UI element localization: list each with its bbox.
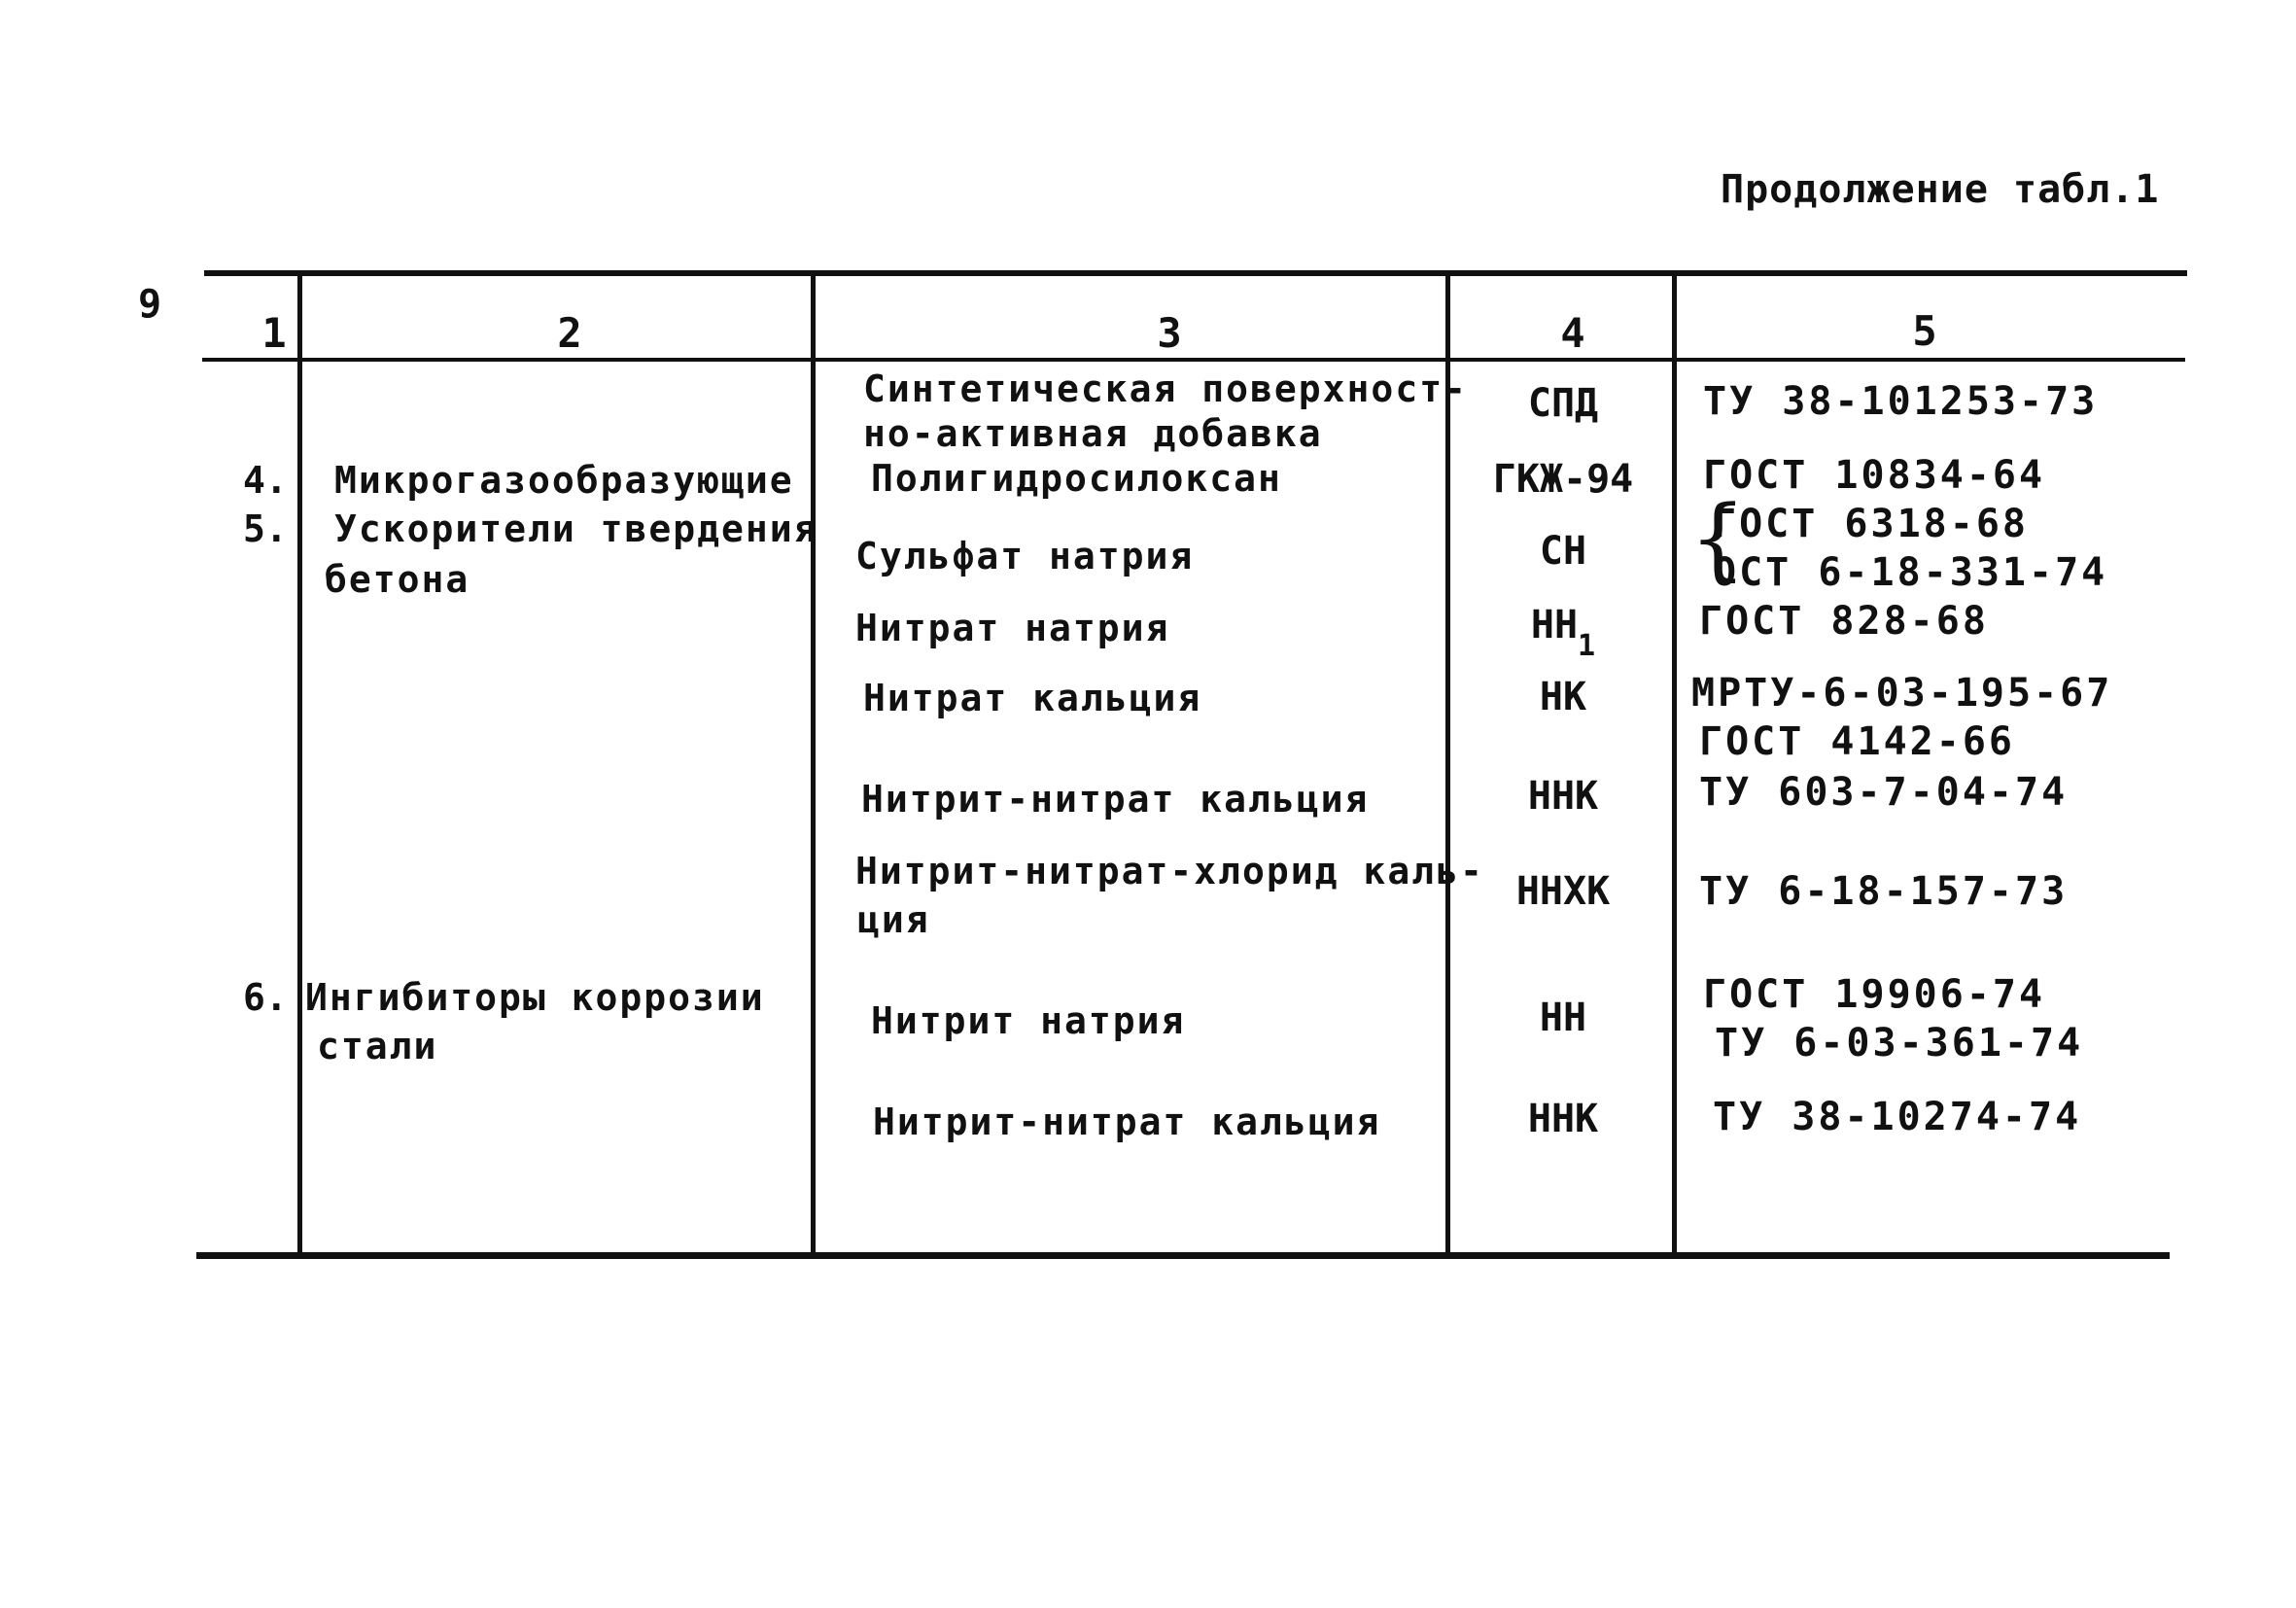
- cell-standard: ТУ 38-10274-74: [1713, 1095, 2082, 1139]
- cell-name: Нитрит-нитрат кальция: [873, 1101, 1381, 1143]
- table-top-rule: [204, 270, 2187, 276]
- cell-standard: ГОСТ 19906-74: [1703, 972, 2046, 1017]
- row-number: 6.: [243, 976, 288, 1019]
- header-col-3: 3: [1157, 309, 1182, 357]
- cell-name: Нитрит-нитрат-хлорид каль-: [855, 850, 1484, 892]
- page-number: 9: [138, 282, 162, 327]
- cell-standard: ТУ 6-18-157-73: [1699, 869, 2069, 914]
- column-divider-3: [1445, 272, 1450, 1256]
- cell-code: ННК: [1527, 774, 1599, 819]
- cell-standard: ТУ 38-101253-73: [1703, 379, 2099, 424]
- cell-name: Сульфат натрия: [855, 535, 1195, 577]
- cell-name: Нитрат кальция: [863, 677, 1202, 719]
- column-divider-2: [811, 272, 816, 1256]
- header-col-2: 2: [557, 309, 582, 357]
- cell-group: Ингибиторы коррозии: [305, 976, 765, 1019]
- table-continuation-caption: Продолжение табл.1: [1721, 167, 2160, 212]
- cell-name: но-активная добавка: [863, 412, 1323, 455]
- cell-standard: ГОСТ 828-68: [1699, 599, 1989, 644]
- cell-name: Нитрат натрия: [855, 607, 1170, 649]
- cell-name: Нитрит натрия: [871, 999, 1186, 1042]
- cell-standard: ТУ 6-03-361-74: [1715, 1021, 2084, 1066]
- cell-group: бетона: [325, 558, 470, 601]
- cell-code: СПД: [1527, 381, 1599, 426]
- row-number: 5.: [243, 507, 288, 550]
- table-bottom-rule: [196, 1252, 2170, 1259]
- code-subscript: 1: [1578, 629, 1596, 663]
- row-number: 4.: [243, 459, 288, 502]
- column-divider-4: [1672, 272, 1677, 1256]
- cell-code: СН: [1539, 529, 1587, 574]
- cell-name: Нитрит-нитрат кальция: [861, 778, 1370, 821]
- header-col-5: 5: [1912, 307, 1937, 355]
- column-divider-1: [297, 272, 302, 1256]
- brace-icon: {: [1689, 486, 1747, 590]
- cell-standard: МРТУ-6-03-195-67: [1691, 671, 2113, 716]
- header-col-4: 4: [1560, 309, 1585, 357]
- cell-code: $НН_1$: [1530, 603, 1596, 663]
- cell-name: ция: [857, 898, 930, 941]
- header-bottom-rule: [202, 358, 2185, 362]
- cell-group: Микрогазообразующие: [334, 459, 794, 502]
- cell-code: ННК: [1527, 1097, 1599, 1141]
- cell-standard: ГОСТ 6318-68: [1713, 502, 2029, 546]
- cell-code: НК: [1539, 675, 1587, 719]
- cell-standard: ОСТ 6-18-331-74: [1713, 550, 2108, 595]
- cell-name: Полигидросилоксан: [871, 457, 1282, 500]
- cell-name: Синтетическая поверхност-: [863, 367, 1468, 410]
- cell-standard: ГОСТ 10834-64: [1703, 453, 2046, 498]
- cell-code: ННХК: [1515, 869, 1611, 914]
- cell-group: Ускорители твердения: [334, 507, 818, 550]
- cell-code: НН: [1539, 996, 1587, 1040]
- cell-standard: ТУ 603-7-04-74: [1699, 770, 2069, 815]
- header-col-1: 1: [261, 309, 287, 357]
- cell-standard: ГОСТ 4142-66: [1699, 719, 2015, 764]
- cell-code: ГКЖ-94: [1492, 457, 1634, 502]
- cell-group: стали: [317, 1025, 438, 1067]
